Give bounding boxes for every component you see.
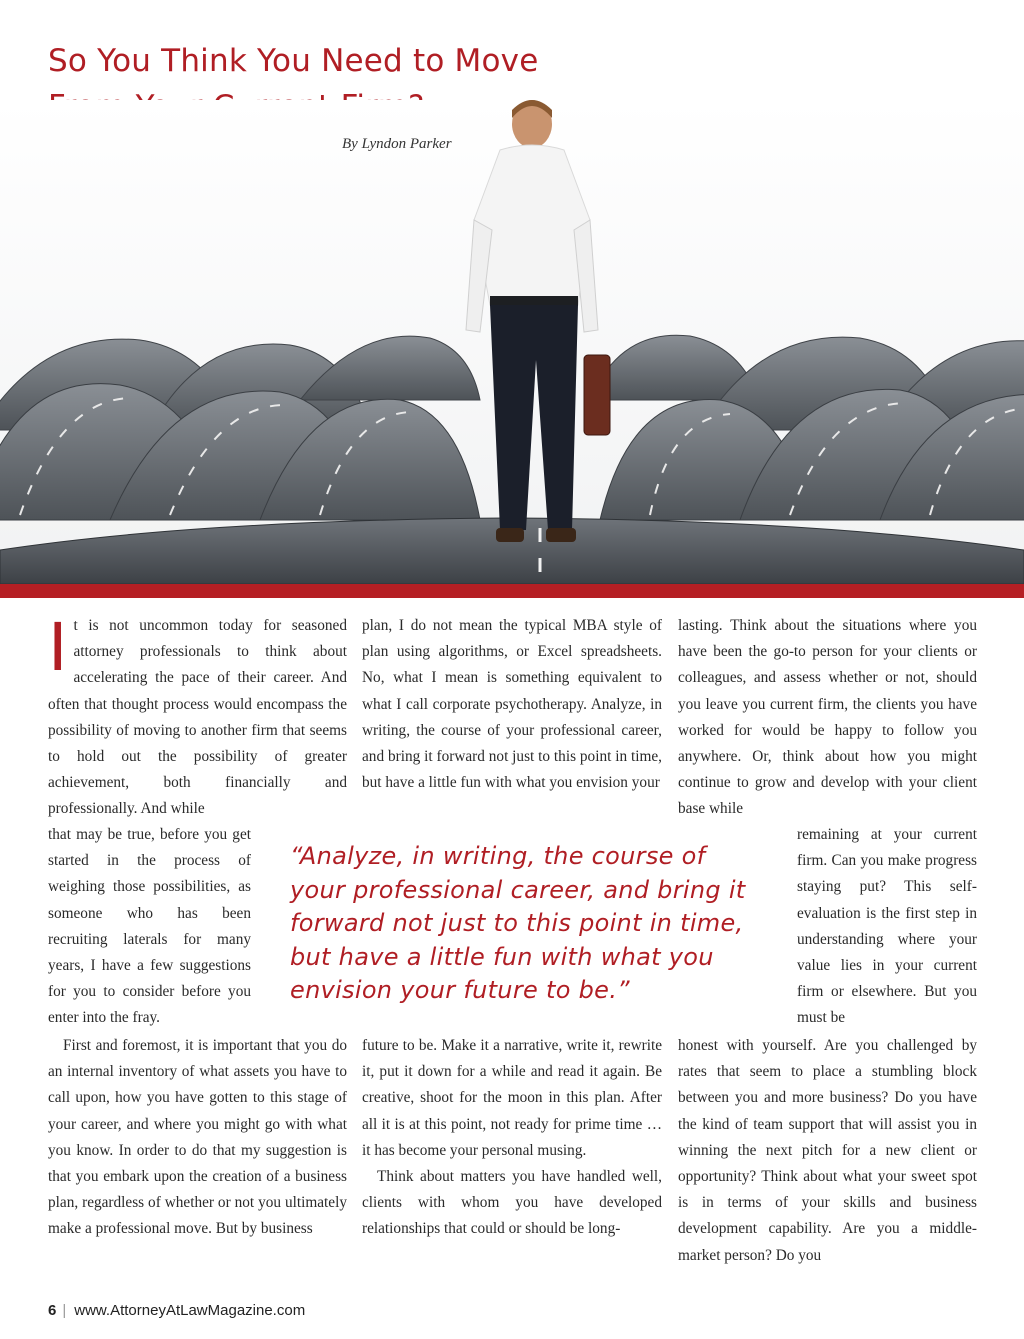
column-1-mid-text: that may be true, before you get started in the process of weighing those possibilities, as someone who has been recruiting laterals for many years, I have a few suggestions for you to consider before you enter into the fray. (48, 826, 251, 1027)
column-1-bottom (48, 1033, 347, 1243)
column-2-top-text: plan, I do not mean the typical MBA style of plan using algorithms, or Excel spreadsheets. No, what I mean is something equivalent to what I call corporate psychotherapy. Analyze, in writing, the course of your professional career, and bring it forward not just to this point in time, but have a little fun with what you envision your (362, 617, 662, 792)
column-3-bottom-text: honest with yourself. Are you challenged by rates that seem to place a stumbling block between you and more business? Do you have the kind of team support that will assist you in winning the next pitch for a new client or opportunity? Think about what your sweet spot is in terms of your skills and business development capability. Are you a middle-market person? Do you (678, 1037, 977, 1264)
column-1-top (48, 609, 347, 823)
byline: By Lyndon Parker (342, 136, 452, 152)
page-number: 6 (48, 1302, 57, 1319)
column-2-top (362, 613, 662, 796)
column-2-bottom-para-2: Think about matters you have handled well, clients with whom you have developed relationships that could or should be long- (362, 1168, 662, 1238)
pull-quote: “Analyze, in writing, the course of your professional career, and bring it forward not just to this point in time, but have a little fun with what you envision your future to be.” (290, 842, 746, 1004)
title-line-1: So You Think You Need to Move (48, 43, 539, 79)
column-3-mid (797, 822, 977, 1032)
page-footer (48, 1302, 305, 1319)
drop-cap: I (48, 609, 68, 686)
roads-maze-illustration (0, 100, 1024, 584)
column-3-top-text: lasting. Think about the situations where you have been the go-to person for your clients or colleagues, and assess whether or not, should you leave you current firm, the clients you have worked for would be happy to follow you anywhere. Or, think about how you might continue to grow and develop with your client base while (678, 617, 977, 818)
column-1-bottom-text: First and foremost, it is important that you do an internal inventory of what assets you have to call upon, how you have gotten to this stage of your career, and where you might go with what you know. In order to do that my suggestion is that you embark upon the creation of a business plan, regardless of whether or not you ultimately make a professional move. But by business (48, 1037, 347, 1238)
hero-illustration (0, 100, 1024, 584)
column-2-bottom-para-1: future to be. Make it a narrative, write it, rewrite it, put it down for a while and read it again. Be creative, shoot for the moon in this plan. After all it is at this point, not ready for prime time … it has become your personal musing. (362, 1037, 662, 1159)
column-2-bottom (362, 1033, 662, 1243)
footer-separator: | (62, 1302, 67, 1319)
column-3-bottom (678, 1033, 977, 1269)
red-divider-bar (0, 584, 1024, 598)
column-1-mid (48, 822, 251, 1032)
column-1-top-text: t is not uncommon today for seasoned attorney professionals to think about accelerating the pace of their career. And often that thought process would encompass the possibility of moving to another firm that seems to hold out the possibility of greater achievement, both financially and professionally. And while (48, 617, 347, 818)
column-3-mid-text: remaining at your current firm. Can you make progress staying put? This self-evaluation is the first step in understanding where your value lies in your current firm or elsewhere. But you must be (797, 826, 977, 1027)
column-3-top (678, 613, 977, 823)
footer-website-link[interactable]: www.AttorneyAtLawMagazine.com (74, 1302, 306, 1319)
